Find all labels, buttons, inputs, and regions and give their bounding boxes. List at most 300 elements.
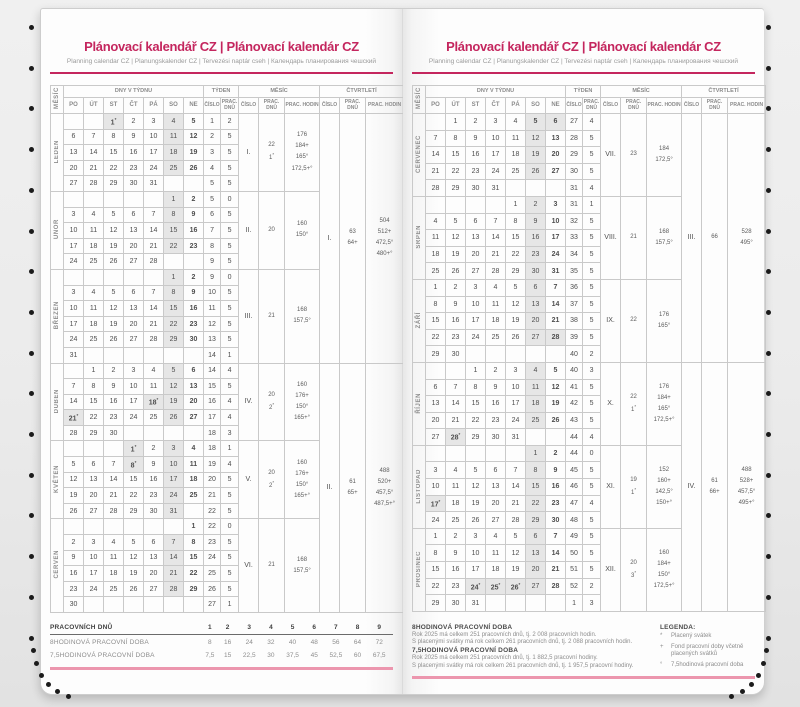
week-workdays-cell: 3 (583, 595, 601, 612)
day-cell: 14 (104, 472, 124, 488)
day-cell: 10 (144, 129, 164, 145)
month-name-cell (413, 362, 426, 445)
month-number-cell: VII. (601, 114, 621, 197)
week-number-cell: 41 (566, 379, 583, 396)
value-line: 165° (657, 405, 671, 412)
day-cell: 30 (144, 503, 164, 519)
day-cell: 17 (164, 472, 184, 488)
day-cell: 16 (64, 566, 84, 582)
day-cell: 1* (124, 441, 144, 457)
summary-value-row (50, 635, 393, 649)
day-cell: 23 (446, 578, 466, 595)
week-number-cell: 34 (566, 246, 583, 263)
spiral-dot (766, 351, 771, 356)
day-cell (124, 191, 144, 207)
day-cell: 18 (506, 147, 526, 164)
summary-value: 45 (310, 652, 318, 659)
day-cell: 5 (164, 363, 184, 379)
day-cell: 7 (506, 462, 526, 479)
quarter-workdays-cell (702, 362, 728, 611)
week-workdays-cell: 4 (221, 363, 239, 379)
day-cell (144, 519, 164, 535)
day-cell: 12 (104, 223, 124, 239)
week-workdays-cell: 5 (221, 254, 239, 270)
value-line: 160+ (657, 477, 671, 484)
day-cell: 14 (64, 394, 84, 410)
week-number-cell: 1 (204, 114, 221, 130)
col-header-days-group: DNY V TÝDNU (426, 86, 566, 98)
day-cell: 4 (144, 363, 164, 379)
day-cell: 4 (164, 114, 184, 130)
day-cell: 12 (164, 379, 184, 395)
day-cell: 3 (506, 362, 526, 379)
col-header-sub: PRAC. HODIN (366, 98, 404, 114)
day-cell: 28 (426, 180, 446, 197)
value-line: 157,5° (655, 239, 673, 246)
week-workdays-cell: 5 (221, 285, 239, 301)
col-header-month-group: MĚSÍC (239, 86, 320, 98)
spiral-dot (29, 66, 34, 71)
day-cell: 18 (486, 313, 506, 330)
value-line: 472,5° (375, 240, 394, 247)
week-number-cell: 18 (204, 425, 221, 441)
day-cell: 9 (466, 130, 486, 147)
spiral-dot (29, 188, 34, 193)
quarter-hours-cell (728, 362, 766, 611)
day-cell: 7 (486, 213, 506, 230)
week-row (51, 114, 404, 130)
day-cell: 19 (104, 238, 124, 254)
spiral-dot (29, 391, 34, 396)
day-cell (84, 519, 104, 535)
day-cell: 4 (184, 441, 204, 457)
day-cell: 24 (164, 488, 184, 504)
day-cell: 10 (426, 479, 446, 496)
day-cell: 25 (426, 263, 446, 280)
day-cell: 16 (446, 313, 466, 330)
day-cell: 11 (104, 550, 124, 566)
day-cell: 21 (84, 160, 104, 176)
summary-line: S placenými svátky má rok celkem 261 pracovních dnů, tj. 2 088 pracovních hodin. (412, 639, 633, 646)
day-cell: 15 (184, 550, 204, 566)
day-cell (104, 597, 124, 613)
day-cell (84, 347, 104, 363)
day-cell: 9 (546, 462, 566, 479)
paid-holiday-asterisk: * (634, 486, 637, 492)
day-cell: 15 (124, 472, 144, 488)
day-cell (64, 114, 84, 130)
week-number-cell: 49 (566, 528, 583, 545)
week-number-cell: 28 (566, 130, 583, 147)
day-cell: 27 (124, 332, 144, 348)
col-header-day: ČT (124, 98, 144, 114)
day-cell: 28 (144, 332, 164, 348)
col-header-day: ÚT (446, 98, 466, 114)
day-cell: 4 (426, 213, 446, 230)
quarter-workdays-cell (340, 114, 366, 364)
day-cell: 5 (64, 457, 84, 473)
day-cell (546, 429, 566, 446)
day-cell: 25 (164, 160, 184, 176)
col-header-sub: PRAC. HODIN (285, 98, 320, 114)
day-cell: 7 (426, 130, 446, 147)
value-line: 184+ (657, 394, 671, 401)
day-cell: 5 (466, 462, 486, 479)
day-cell: 13 (84, 472, 104, 488)
day-cell: 12 (466, 479, 486, 496)
page-header (412, 39, 755, 74)
col-header-day: ST (466, 98, 486, 114)
day-cell (84, 441, 104, 457)
quarter-number-cell: IV. (682, 362, 702, 611)
workdays-count-value: 1 (200, 622, 220, 635)
week-number-cell: 17 (204, 410, 221, 426)
day-cell: 20 (526, 562, 546, 579)
spiral-dot (764, 648, 769, 653)
month-hours-cell (647, 362, 682, 445)
day-cell (144, 269, 164, 285)
plus-symbol: + (660, 643, 664, 650)
day-cell: 30 (184, 332, 204, 348)
value-line: 495° (740, 239, 753, 246)
day-cell: 8* (124, 457, 144, 473)
week-number-cell: 25 (204, 566, 221, 582)
day-cell: 13 (184, 379, 204, 395)
day-cell: 15 (164, 223, 184, 239)
workdays-count-value: 6 (306, 622, 322, 635)
value-line: 1* (630, 486, 637, 496)
week-workdays-cell: 5 (221, 472, 239, 488)
day-cell: 10 (64, 223, 84, 239)
day-cell: 23 (64, 581, 84, 597)
day-cell: 27 (124, 254, 144, 270)
value-line: 66+ (709, 488, 720, 495)
summary-row-label: 8HODINOVÁ PRACOVNÍ DOBA (50, 639, 149, 646)
day-cell: 3 (466, 279, 486, 296)
day-cell: 27 (546, 163, 566, 180)
col-header-sub: ČÍSLO (601, 98, 621, 114)
value-line: 176 (659, 383, 670, 390)
day-cell (486, 595, 506, 612)
day-cell: 12 (506, 296, 526, 313)
day-cell: 12 (446, 230, 466, 247)
week-number-cell: 27 (204, 597, 221, 613)
col-header-day: PO (426, 98, 446, 114)
day-cell (104, 347, 124, 363)
day-cell: 17 (486, 147, 506, 164)
day-cell: 31 (466, 595, 486, 612)
week-row (51, 363, 404, 379)
week-number-cell: 19 (204, 457, 221, 473)
month-hours-cell (285, 441, 320, 519)
day-cell: 9 (64, 550, 84, 566)
month-workdays-cell (621, 445, 647, 528)
day-cell: 28 (506, 512, 526, 529)
day-cell (84, 597, 104, 613)
day-cell (446, 362, 466, 379)
day-cell: 16 (104, 394, 124, 410)
day-cell: 26 (64, 503, 84, 519)
week-number-cell: 23 (204, 535, 221, 551)
day-cell: 29 (184, 581, 204, 597)
workdays-count-value: 7 (322, 622, 350, 635)
spiral-dot (766, 513, 771, 518)
week-workdays-cell: 5 (583, 313, 601, 330)
value-line: 512+ (377, 229, 392, 236)
value-line: 487,5+° (374, 500, 395, 507)
day-cell: 1 (446, 114, 466, 131)
week-number-cell: 45 (566, 462, 583, 479)
day-cell: 23 (466, 163, 486, 180)
week-number-cell: 36 (566, 279, 583, 296)
day-cell: 5 (104, 285, 124, 301)
value-line: 528 (741, 228, 752, 235)
day-cell: 8 (164, 285, 184, 301)
day-cell: 26 (526, 163, 546, 180)
day-cell: 24 (486, 163, 506, 180)
week-number-cell: 37 (566, 296, 583, 313)
day-cell: 2 (526, 196, 546, 213)
day-cell: 24 (84, 581, 104, 597)
value-line: 64+ (347, 240, 358, 247)
week-workdays-cell: 5 (221, 160, 239, 176)
day-cell: 23 (184, 316, 204, 332)
week-workdays-cell: 1 (221, 597, 239, 613)
day-cell: 17 (84, 566, 104, 582)
week-number-cell: 10 (204, 285, 221, 301)
day-cell (184, 347, 204, 363)
day-cell: 6 (124, 285, 144, 301)
week-workdays-cell: 5 (583, 562, 601, 579)
day-cell: 23 (144, 488, 164, 504)
day-cell: 25 (144, 410, 164, 426)
day-cell: 29 (446, 180, 466, 197)
day-cell: 1 (466, 362, 486, 379)
spiral-dot (55, 689, 60, 694)
week-row (413, 114, 766, 131)
day-cell: 9 (446, 296, 466, 313)
spiral-dot (766, 147, 771, 152)
month-name: BŘEZEN (54, 301, 60, 330)
day-cell: 20 (124, 238, 144, 254)
col-header-sub: ČÍSLO (239, 98, 259, 114)
col-header-month-group: MĚSÍC (601, 86, 682, 98)
col-header-day: PO (64, 98, 84, 114)
day-cell: 8 (446, 130, 466, 147)
day-cell: 25 (486, 329, 506, 346)
day-cell: 17 (466, 313, 486, 330)
day-cell (526, 595, 546, 612)
hours-summary-text (412, 622, 644, 671)
week-number-cell: 15 (204, 379, 221, 395)
summary-value: 32 (267, 639, 275, 646)
spiral-dot (29, 595, 34, 600)
summary-value: 52,5 (329, 652, 343, 659)
week-number-cell: 38 (566, 313, 583, 330)
day-cell: 24 (426, 512, 446, 529)
month-name-cell (413, 196, 426, 279)
day-cell (124, 347, 144, 363)
day-cell: 29 (164, 332, 184, 348)
day-cell: 13 (546, 130, 566, 147)
value-line: 176 (297, 132, 308, 139)
month-name-cell (51, 114, 64, 192)
value-line: 21 (630, 234, 637, 241)
spiral-dot (766, 310, 771, 315)
value-line: 150° (295, 481, 309, 488)
day-cell: 21 (486, 246, 506, 263)
day-cell: 14 (446, 396, 466, 413)
summary-value: 15 (223, 652, 232, 659)
week-workdays-cell: 5 (221, 581, 239, 597)
summary-line: Rok 2025 má celkem 251 pracovních dnů, tj. 2 008 pracovních hodin. (412, 631, 597, 638)
day-cell: 1 (426, 528, 446, 545)
month-hours-cell (647, 196, 682, 279)
day-cell: 26 (104, 332, 124, 348)
day-cell (446, 445, 466, 462)
day-cell: 14 (546, 296, 566, 313)
week-workdays-cell: 4 (583, 495, 601, 512)
day-cell: 7 (64, 379, 84, 395)
spiral-dot (766, 269, 771, 274)
col-header-sub: PRAC. HODIN (647, 98, 682, 114)
day-cell (506, 595, 526, 612)
col-header-sub: PRAC. DNŮ (259, 98, 285, 114)
month-hours-cell (285, 269, 320, 363)
value-line: 176+ (295, 392, 309, 399)
day-cell: 6 (184, 363, 204, 379)
day-cell: 16 (546, 479, 566, 496)
value-line: 157,5° (293, 567, 311, 574)
week-workdays-cell: 4 (221, 394, 239, 410)
month-name: ČERVEN (54, 550, 60, 579)
day-cell: 12 (526, 130, 546, 147)
value-line: 495+° (738, 499, 755, 506)
day-cell: 22 (84, 410, 104, 426)
day-cell: 7 (84, 129, 104, 145)
paid-holiday-asterisk: * (518, 581, 521, 587)
day-cell: 6 (144, 535, 164, 551)
day-cell: 17 (64, 316, 84, 332)
spiral-dot (66, 694, 71, 699)
month-name-cell (51, 363, 64, 441)
day-cell: 9 (526, 213, 546, 230)
value-line: 2* (268, 479, 275, 489)
day-cell: 8 (426, 296, 446, 313)
day-cell: 5 (104, 207, 124, 223)
col-header-day: PÁ (506, 98, 526, 114)
paid-holiday-asterisk: * (498, 581, 501, 587)
month-workdays-cell (259, 363, 285, 441)
week-number-cell: 24 (204, 550, 221, 566)
day-cell: 15 (104, 145, 124, 161)
week-number-cell: 13 (204, 332, 221, 348)
page-header (50, 39, 393, 74)
day-cell: 13 (144, 550, 164, 566)
month-axis-label: MĚSÍC (53, 87, 60, 110)
month-hours-cell (647, 279, 682, 362)
value-line: 160 (297, 381, 308, 388)
day-cell: 3 (64, 285, 84, 301)
week-workdays-cell: 0 (221, 269, 239, 285)
day-cell: 6 (124, 207, 144, 223)
day-cell: 5 (526, 114, 546, 131)
day-cell: 9 (446, 545, 466, 562)
value-line: 22 (630, 317, 637, 324)
day-cell: 18 (446, 495, 466, 512)
col-header-day: ÚT (84, 98, 104, 114)
month-workdays-cell (259, 114, 285, 192)
day-cell: 26 (104, 254, 124, 270)
day-cell: 28 (164, 581, 184, 597)
week-number-cell: 27 (566, 114, 583, 131)
week-workdays-cell: 5 (221, 535, 239, 551)
spiral-dot (29, 25, 34, 30)
month-workdays-cell (621, 362, 647, 445)
col-header-week-group: TÝDEN (204, 86, 239, 98)
day-cell (144, 347, 164, 363)
week-number-cell: 5 (204, 176, 221, 192)
value-line: 457,5° (737, 488, 756, 495)
week-number-cell: 14 (204, 347, 221, 363)
week-workdays-cell: 5 (583, 296, 601, 313)
value-line: 172,5+° (653, 582, 675, 589)
day-cell: 3 (466, 528, 486, 545)
workdays-count-value: 3 (235, 622, 263, 635)
day-cell: 30 (486, 429, 506, 446)
day-cell (546, 346, 566, 363)
day-cell: 25 (84, 332, 104, 348)
month-name: ÚNOR (54, 219, 60, 240)
day-cell: 20 (486, 495, 506, 512)
summary-value: 24 (245, 639, 253, 646)
paid-holiday-asterisk: * (114, 116, 117, 122)
day-cell: 6 (84, 457, 104, 473)
day-cell: 27 (64, 176, 84, 192)
day-cell (546, 180, 566, 197)
day-cell (426, 114, 446, 131)
day-cell: 23 (184, 238, 204, 254)
day-cell: 8 (506, 213, 526, 230)
page-title: Plánovací kalendář CZ | Plánovací kalendár CZ (84, 39, 359, 54)
day-cell (486, 445, 506, 462)
day-cell (486, 346, 506, 363)
quarter-hours-cell (366, 114, 404, 364)
week-workdays-cell: 5 (583, 412, 601, 429)
day-cell: 5 (124, 535, 144, 551)
month-hours-cell (285, 191, 320, 269)
day-cell: 30 (466, 180, 486, 197)
day-cell: 26 (184, 160, 204, 176)
header-sub-row (413, 98, 766, 114)
month-workdays-cell (259, 441, 285, 519)
spiral-dot (29, 310, 34, 315)
asterisk-symbol: * (660, 633, 663, 640)
week-workdays-cell: 3 (583, 362, 601, 379)
day-cell (466, 346, 486, 363)
day-cell: 8 (526, 462, 546, 479)
value-line: 20 (268, 226, 275, 233)
value-line: 1* (630, 403, 637, 413)
day-cell (184, 176, 204, 192)
summary-header-row (50, 622, 393, 635)
day-cell: 30 (446, 346, 466, 363)
value-line: 20 (268, 469, 275, 476)
day-cell: 22 (466, 412, 486, 429)
value-line: 165+° (294, 415, 310, 422)
week-number-cell: 30 (566, 163, 583, 180)
value-line: 61 (711, 477, 718, 484)
